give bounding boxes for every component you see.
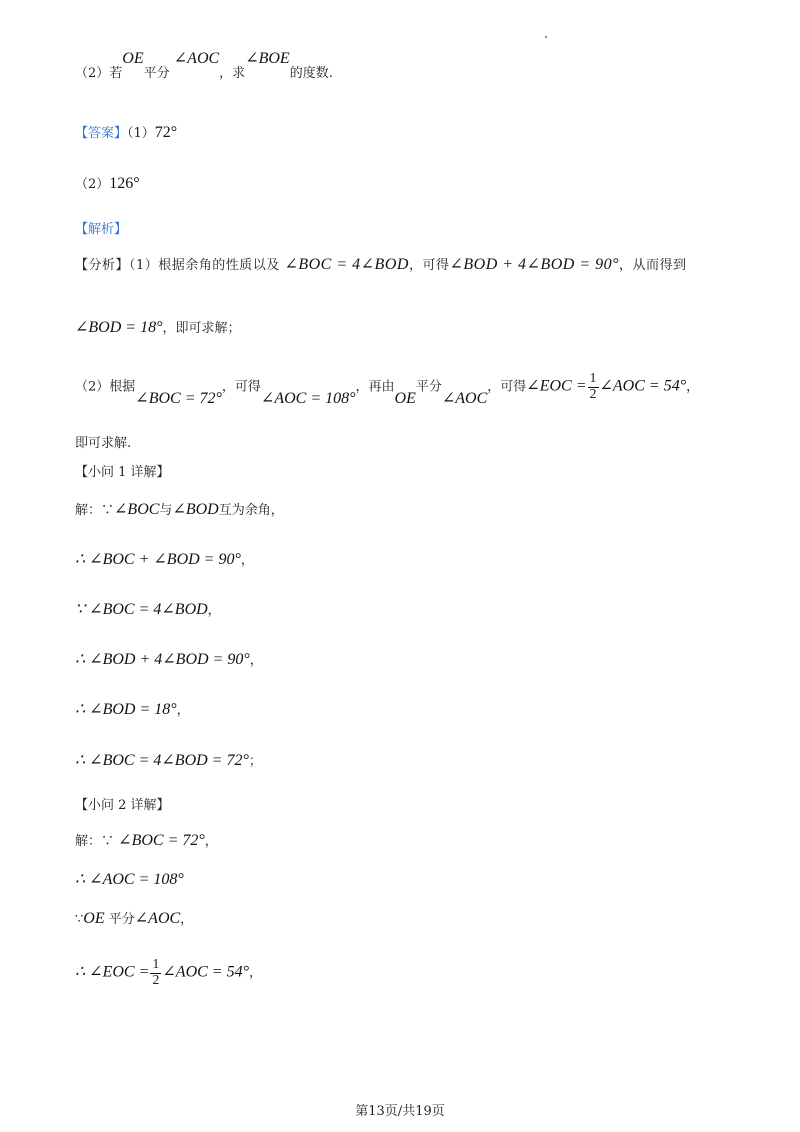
- analysis-line-3: [75, 371, 700, 407]
- part1-l1-a: ∠BOC: [114, 501, 160, 518]
- q2-prefix: （2）若: [75, 66, 123, 81]
- part1-l1-prefix: 解：∵: [75, 503, 115, 518]
- part1-l1-b: ∠BOD: [172, 501, 219, 518]
- part1-line-2: [75, 549, 254, 569]
- q2-suffix: 的度数.: [289, 66, 333, 81]
- part2-l2-eq: ∴ ∠AOC = 108°: [75, 871, 184, 888]
- answer-label: 【答案】: [75, 126, 128, 141]
- part2-l4-end: ，: [249, 965, 263, 981]
- part2-title: 【小问 2 详解】: [75, 798, 170, 813]
- part1-l2-end: ，: [240, 553, 254, 568]
- part2-l1-prefix: 解：∵: [75, 834, 115, 849]
- part2-l3-end: ，: [180, 912, 194, 927]
- answer-p1-prefix: （1）: [127, 126, 155, 141]
- part2-fraction-num: 1: [152, 957, 160, 972]
- part1-l1-mid: 与: [159, 503, 173, 518]
- answer-p1-value: 72°: [154, 124, 178, 141]
- q2-pingfen: 平分: [143, 66, 170, 81]
- p2-text-1: （2）根据: [75, 379, 136, 395]
- p2-fraction-den: 2: [589, 386, 597, 402]
- q2-boe: ∠BOE: [245, 50, 290, 67]
- part1-l5-eq: ∴ ∠BOD = 18°: [75, 701, 177, 718]
- p2-eq-3-right: ∠AOC = 54°: [599, 377, 687, 395]
- analysis-eq-bod: ∠BOD = 18°: [75, 319, 163, 336]
- fenxi-text-1: （1）根据余角的性质以及: [129, 258, 280, 273]
- q2-oe: OE: [122, 50, 144, 67]
- part1-line-4: [75, 649, 263, 669]
- part1-line-3: [75, 599, 221, 619]
- part1-l6-end: ；: [248, 754, 262, 769]
- part1-l2-eq: ∴ ∠BOC + ∠BOD = 90°: [75, 551, 241, 568]
- part2-fraction-den: 2: [152, 972, 160, 988]
- analysis-label: 【解析】: [75, 222, 128, 237]
- q2-qiu: ，求: [219, 66, 246, 81]
- fenxi-label: 【分析】: [75, 258, 130, 273]
- p2-fraction-num: 1: [589, 371, 597, 386]
- question-2: [75, 50, 333, 82]
- answer-p2-prefix: （2）: [75, 177, 110, 192]
- page-footer: 第13页/共19页: [355, 1104, 445, 1119]
- answer-p2-value: 126°: [109, 175, 140, 192]
- part2-l3-pingfen: 平分: [108, 912, 135, 927]
- p2-aoc: ∠AOC: [441, 389, 488, 407]
- q2-aoc: ∠AOC: [173, 50, 220, 67]
- analysis-conclude: 即可求解.: [75, 436, 132, 451]
- fenxi-eq-2: ∠BOD + 4∠BOD = 90°: [449, 256, 620, 273]
- p2-fraction: [588, 372, 599, 402]
- part1-l1-suffix: 互为余角，: [218, 503, 284, 518]
- part1-l4-eq: ∴ ∠BOD + 4∠BOD = 90°: [75, 651, 250, 668]
- fenxi-text-2: ，可得: [408, 258, 450, 273]
- part1-l4-end: ，: [249, 653, 263, 668]
- p2-end: ，: [686, 379, 700, 395]
- fenxi-text-3: ，从而得到: [619, 258, 687, 273]
- part2-l1-eq: ∠BOC = 72°: [118, 832, 205, 849]
- p2-pingfen: 平分: [415, 379, 442, 395]
- analysis-line-2: [75, 317, 241, 337]
- part2-line-1: [75, 830, 218, 850]
- page-speck: [545, 36, 547, 38]
- p2-eq-1: ∠BOC = 72°: [135, 389, 222, 407]
- p2-oe: OE: [394, 389, 416, 407]
- part1-l5-end: ，: [176, 703, 190, 718]
- part2-l3-aoc: ∠AOC: [134, 910, 181, 927]
- part2-line-4: [75, 958, 262, 988]
- part2-l3-prefix: ∵: [75, 912, 84, 927]
- p2-text-4: ，可得: [487, 379, 527, 395]
- part2-l3-oe: OE: [83, 910, 105, 927]
- part2-fraction: [150, 958, 161, 988]
- p2-text-2: ，可得: [221, 379, 261, 395]
- part1-line-5: [75, 699, 190, 719]
- answer-line-1: [75, 122, 177, 142]
- p2-text-3: ，再由: [355, 379, 395, 395]
- part1-l6-eq: ∴ ∠BOC = 4∠BOD = 72°: [75, 752, 249, 769]
- analysis-line-2-text: ，即可求解；: [162, 321, 241, 336]
- part1-line-6: [75, 750, 262, 770]
- p2-eq-3-left: ∠EOC =: [526, 377, 587, 395]
- answer-line-2: [75, 173, 140, 193]
- part1-l3-eq: ∵ ∠BOC = 4∠BOD: [75, 601, 208, 618]
- part1-l3-end: ，: [207, 603, 221, 618]
- part2-line-3: [75, 908, 193, 928]
- p2-eq-2: ∠AOC = 108°: [260, 389, 356, 407]
- part2-l4-right: ∠AOC = 54°: [162, 963, 249, 981]
- analysis-line-1: [75, 254, 687, 274]
- fenxi-eq-1: ∠BOC = 4∠BOD: [284, 256, 409, 273]
- part1-title: 【小问 1 详解】: [75, 465, 170, 480]
- part1-line-1: [75, 499, 284, 519]
- part2-l1-end: ，: [204, 834, 218, 849]
- part2-line-2: [75, 869, 184, 889]
- part2-l4-left: ∴ ∠EOC =: [75, 963, 150, 981]
